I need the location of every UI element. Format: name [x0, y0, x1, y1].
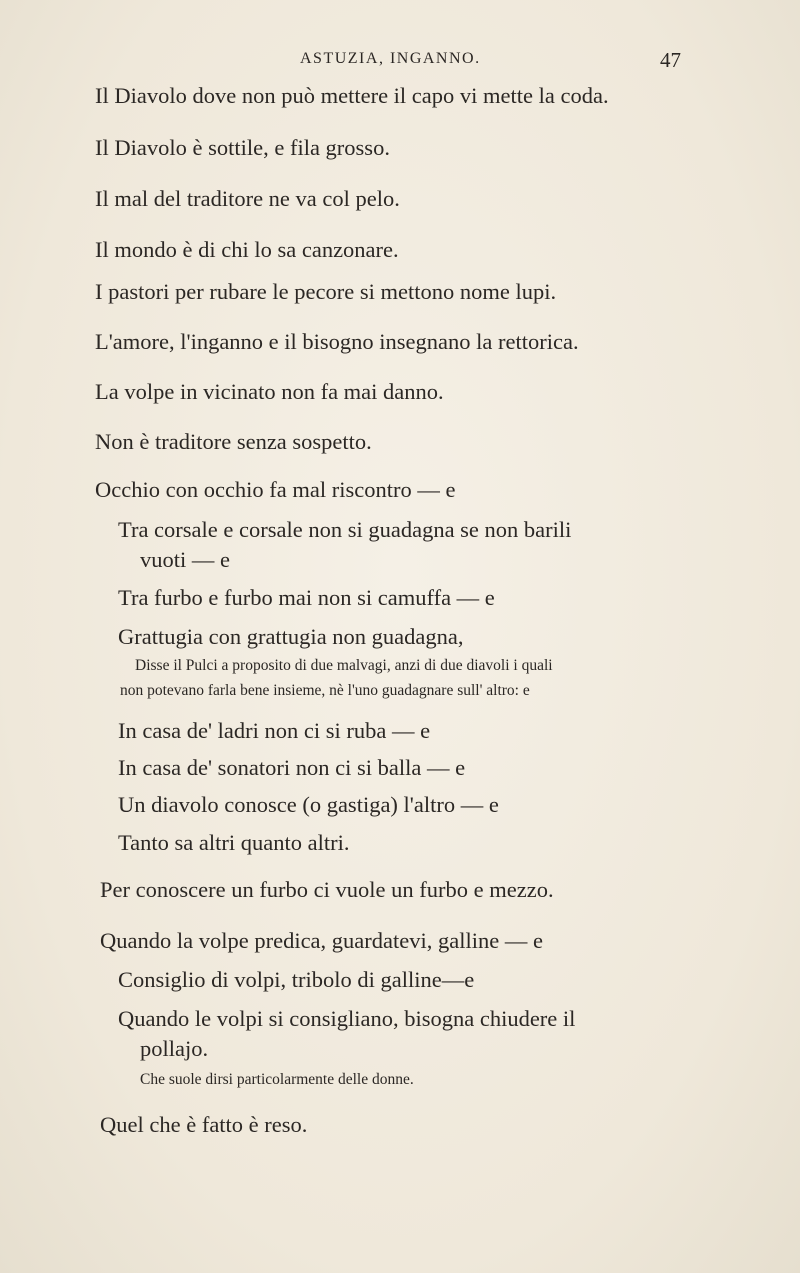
proverb-line: L'amore, l'inganno e il bisogno insegnano la rettorica. [95, 329, 579, 354]
proverb-line: Grattugia con grattugia non guadagna, [118, 624, 464, 649]
footnote-line: Disse il Pulci a proposito di due malvagi, anzi di due diavoli i quali [135, 657, 553, 674]
page-number: 47 [660, 48, 681, 72]
proverb-line: vuoti — e [140, 547, 230, 572]
proverb-line: Occhio con occhio fa mal riscontro — e [95, 477, 456, 502]
proverb-line: pollajo. [140, 1036, 209, 1061]
footnote-line: Che suole dirsi particolarmente delle donne. [140, 1071, 414, 1088]
proverb-line: Quando la volpe predica, guardatevi, galline — e [100, 928, 543, 953]
footnote-line: non potevano farla bene insieme, nè l'uno guadagnare sull' altro: e [120, 682, 530, 699]
proverb-line: La volpe in vicinato non fa mai danno. [95, 379, 444, 404]
proverb-line: Il mondo è di chi lo sa canzonare. [95, 237, 399, 262]
proverb-line: In casa de' ladri non ci si ruba — e [118, 718, 431, 743]
proverb-line: In casa de' sonatori non ci si balla — e [118, 755, 466, 780]
proverb-line: I pastori per rubare le pecore si mettono nome lupi. [95, 279, 557, 304]
proverb-line: Quando le volpi si consigliano, bisogna chiudere il [118, 1006, 576, 1031]
proverb-line: Tanto sa altri quanto altri. [118, 830, 350, 855]
proverb-line: Il Diavolo dove non può mettere il capo vi mette la coda. [95, 83, 609, 108]
proverb-line: Non è traditore senza sospetto. [95, 429, 372, 454]
proverb-line: Il mal del traditore ne va col pelo. [95, 186, 400, 211]
proverb-line: Per conoscere un furbo ci vuole un furbo e mezzo. [100, 877, 554, 902]
proverb-line: Un diavolo conosce (o gastiga) l'altro — e [118, 792, 499, 817]
proverb-line: Consiglio di volpi, tribolo di galline—e [118, 967, 475, 992]
proverb-line: Tra furbo e furbo mai non si camuffa — e [118, 585, 495, 610]
running-title: ASTUZIA, INGANNO. [300, 50, 481, 67]
page-header [0, 50, 800, 74]
proverb-line: Quel che è fatto è reso. [100, 1112, 308, 1137]
proverb-line: Tra corsale e corsale non si guadagna se non barili [118, 517, 572, 542]
proverb-line: Il Diavolo è sottile, e fila grosso. [95, 135, 390, 160]
